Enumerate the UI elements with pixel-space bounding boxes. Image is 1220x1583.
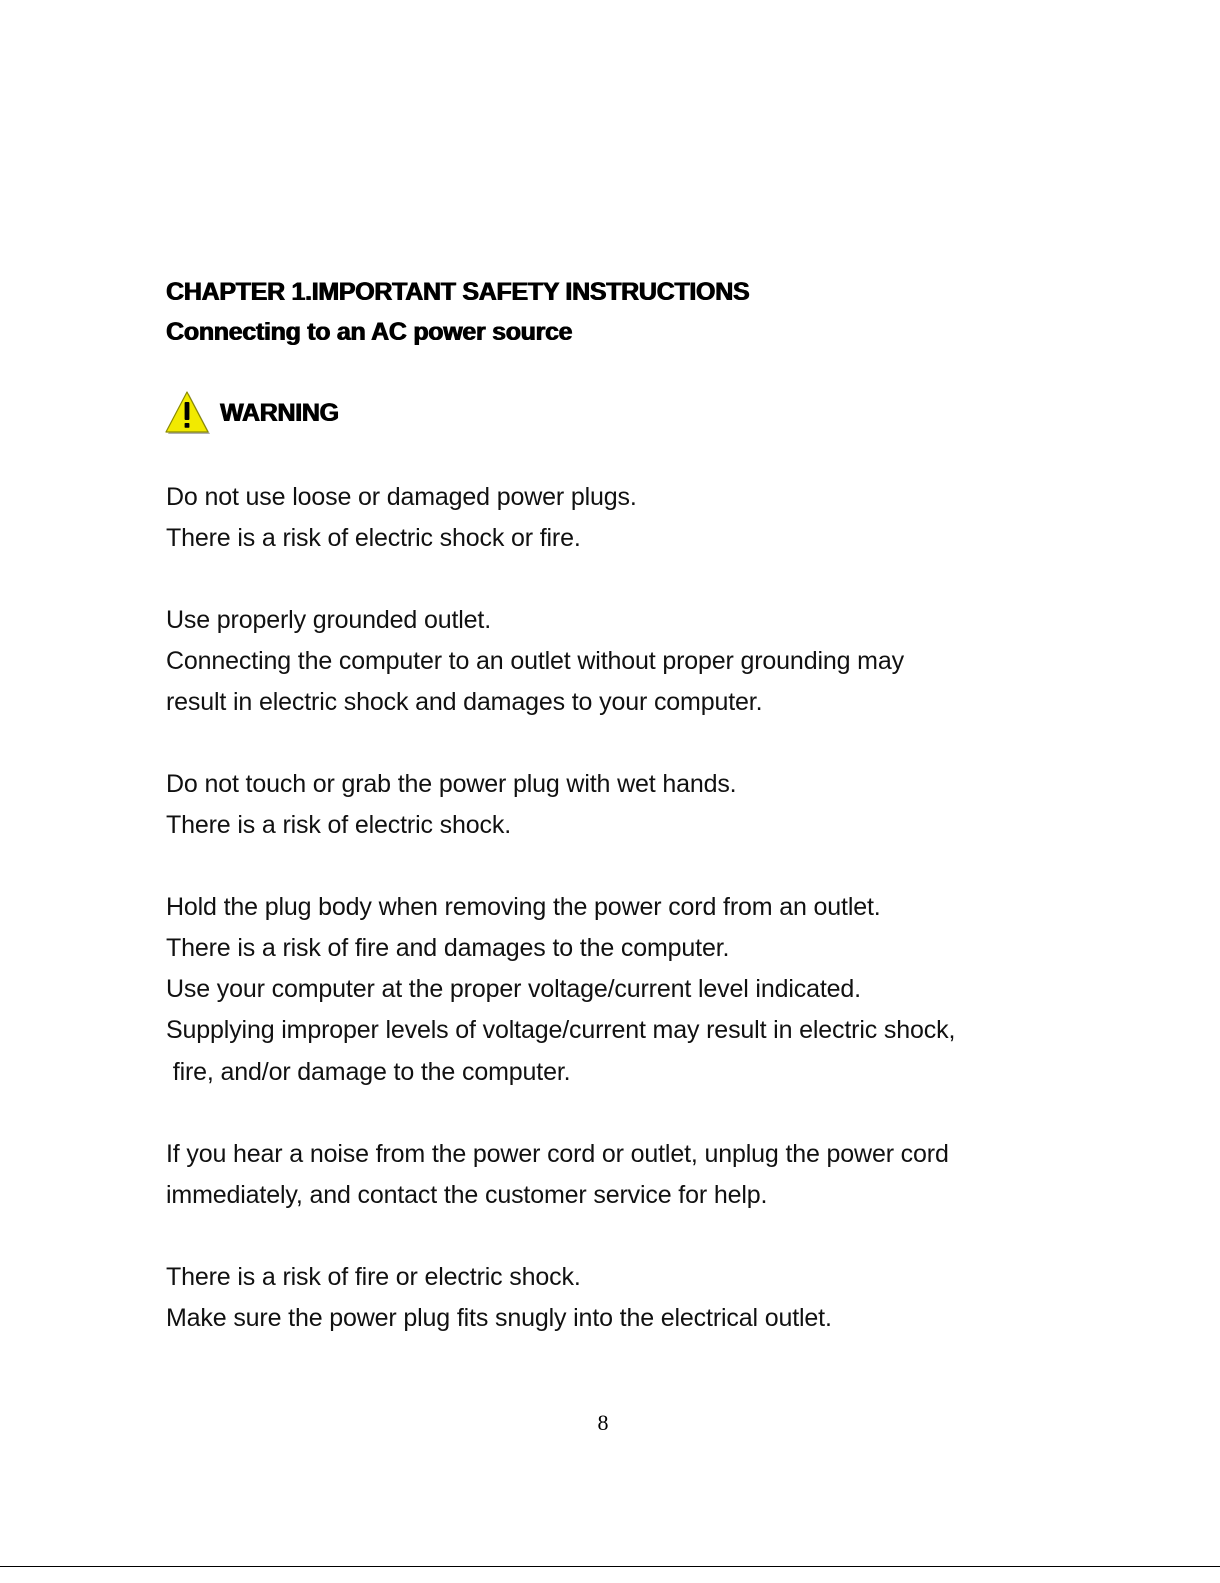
body-line: Make sure the power plug fits snugly into the electrical outlet. xyxy=(166,1304,832,1332)
body-line: Use properly grounded outlet. xyxy=(166,606,492,634)
body-line: There is a risk of fire and damages to the computer. xyxy=(166,934,730,962)
chapter-title: CHAPTER 1.IMPORTANT SAFETY INSTRUCTIONS xyxy=(166,278,750,306)
body-line: Do not use loose or damaged power plugs. xyxy=(166,483,637,511)
body-line: Do not touch or grab the power plug with wet hands. xyxy=(166,770,737,798)
body-line: immediately, and contact the customer service for help. xyxy=(166,1181,768,1209)
body-line: There is a risk of electric shock or fire. xyxy=(166,524,581,552)
body-line: result in electric shock and damages to your computer. xyxy=(166,688,763,716)
body-line: fire, and/or damage to the computer. xyxy=(166,1058,571,1086)
warning-triangle-icon xyxy=(164,389,212,437)
body-line: Use your computer at the proper voltage/current level indicated. xyxy=(166,975,861,1003)
body-line: If you hear a noise from the power cord or outlet, unplug the power cord xyxy=(166,1140,949,1168)
page-number: 8 xyxy=(597,1410,609,1435)
body-line: Hold the plug body when removing the power cord from an outlet. xyxy=(166,893,881,921)
body-line: Supplying improper levels of voltage/current may result in electric shock, xyxy=(166,1016,956,1044)
warning-header xyxy=(164,388,339,438)
bottom-rule xyxy=(0,1566,1220,1567)
body-line: There is a risk of fire or electric shock. xyxy=(166,1263,581,1291)
body-line: There is a risk of electric shock. xyxy=(166,811,512,839)
section-title: Connecting to an AC power source xyxy=(166,318,573,346)
body-line: Connecting the computer to an outlet without proper grounding may xyxy=(166,647,904,675)
warning-label: WARNING xyxy=(220,398,339,427)
